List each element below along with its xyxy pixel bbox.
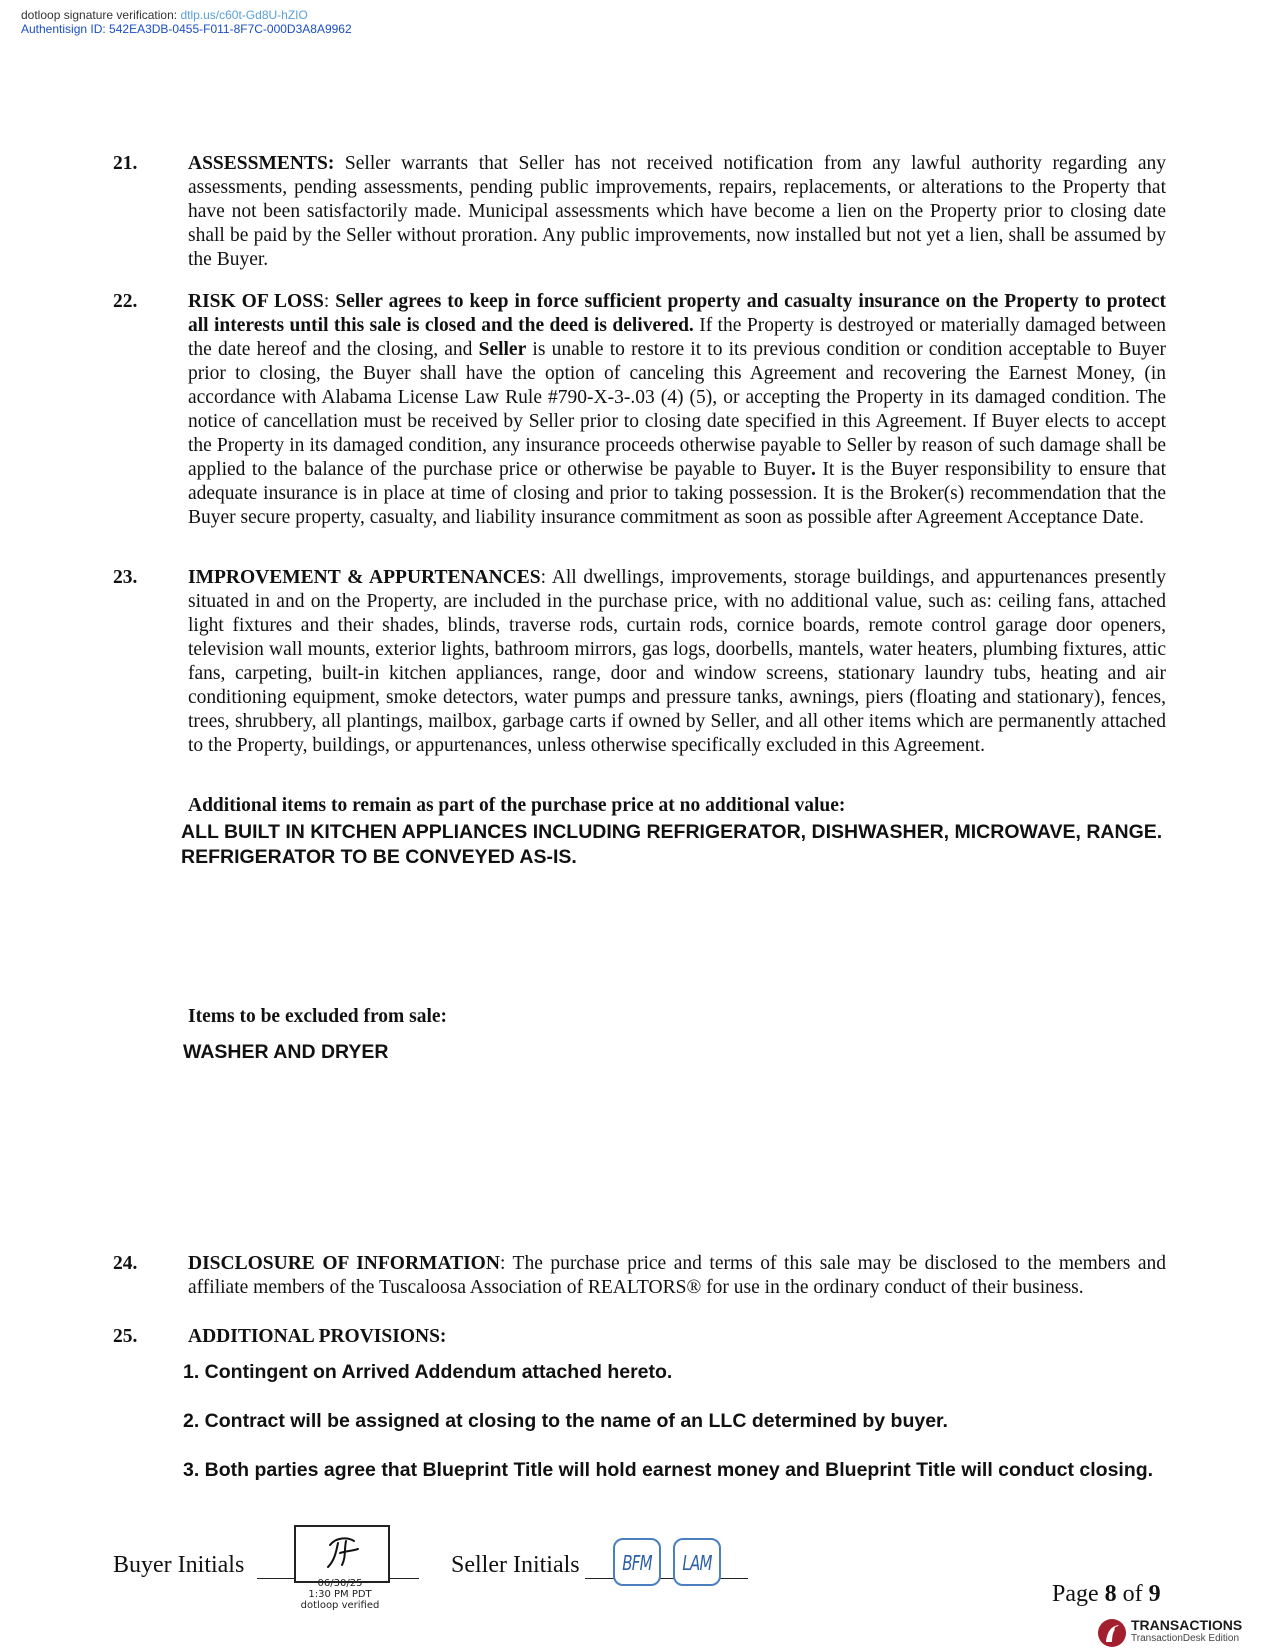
- excluded-items-label: Items to be excluded from sale:: [188, 1006, 448, 1027]
- authentisign-id: Authentisign ID: 542EA3DB-0455-F011-8F7C-000D3A8A9962: [21, 22, 352, 36]
- verification-link[interactable]: dtlp.us/c60t-Gd8U-hZIO: [180, 8, 308, 22]
- signature-scribble-icon: [326, 1535, 360, 1571]
- section-body: [188, 290, 1166, 530]
- section-bold-text: Seller agrees to keep in force sufficient property and casualty insurance on the Property to protect all interests until this sale is closed and the deed is delivered.: [188, 291, 1166, 336]
- signature-verified: dotloop verified: [300, 1600, 380, 1611]
- provision-item: 2. Contract will be assigned at closing to the name of an LLC determined by buyer.: [183, 1410, 948, 1432]
- section-number: 23.: [113, 567, 138, 588]
- excluded-items-text: WASHER AND DRYER: [183, 1041, 389, 1063]
- section-text-a: If the Property is destroyed or materially damaged between the date hereof and the closing, and: [188, 315, 1166, 360]
- signature-date: 06/30/25: [317, 1578, 363, 1589]
- section-text: : All dwellings, improvements, storage buildings, and appurtenances presently situated in and on the Property, are included in the purchase price, with no additional value, such as: ceiling fans, attached light fixtures and their shades, blinds, traverse rods, curtain rods, cornice boards, remote control garage door openers, television wall mounts, exterior lights, bathroom mirrors, gas logs, doorbells, mantels, water heaters, plumbing fixtures, attic fans, carpeting, built-in kitchen appliances, range, door and window screens, stationary laundry tubs, heating and air conditioning equipment, smoke detectors, water pumps and pressure tanks, awnings, piers (floating and stationary), fences, trees, shrubbery, all plantings, mailbox, garbage carts if owned by Seller, and all other items which are permanently attached to the Property, buildings, or appurtenances, unless otherwise specifically excluded in this Agreement.: [188, 567, 1166, 756]
- transactions-logo: [1097, 1617, 1247, 1649]
- additional-items-text: ALL BUILT IN KITCHEN APPLIANCES INCLUDING REFRIGERATOR, DISHWASHER, MICROWAVE, RANGE. REFRIGERATOR TO BE CONVEYED AS-IS.: [181, 821, 1163, 868]
- page-current: 8: [1104, 1581, 1117, 1607]
- section-text: Seller warrants that Seller has not received notification from any lawful authority regarding any assessments, pending assessments, pending public improvements, repairs, replacements, or alterations to the Property that have not been satisfactorily made. Municipal assessments which have become a lien on the Property prior to closing date shall be paid by the Seller without proration. Any public improvements, now installed but not yet a lien, shall be assumed by the Buyer.: [188, 153, 1166, 270]
- section-21: [113, 152, 1166, 272]
- seller-word: Seller: [478, 339, 527, 360]
- transactions-logo-icon: [1097, 1618, 1127, 1648]
- page-of: of: [1116, 1581, 1149, 1607]
- buyer-initials-label: Buyer Initials: [113, 1552, 245, 1578]
- verification-label: dotloop signature verification:: [21, 8, 181, 22]
- page-total: 9: [1148, 1581, 1161, 1607]
- section-title: ASSESSMENTS:: [188, 153, 335, 174]
- seller-initials-line: [585, 1578, 748, 1579]
- additional-items-label: Additional items to remain as part of the purchase price at no additional value:: [188, 795, 846, 816]
- seller-initials-label: Seller Initials: [451, 1552, 580, 1578]
- provision-item: 1. Contingent on Arrived Addendum attached hereto.: [183, 1361, 673, 1383]
- additional-provisions-field: [183, 1360, 1166, 1483]
- section-number: 21.: [113, 153, 138, 174]
- provision-item: 3. Both parties agree that Blueprint Title will hold earnest money and Blueprint Title will conduct closing.: [183, 1459, 1154, 1481]
- buyer-signature-meta: [294, 1578, 386, 1611]
- section-body: [188, 1325, 1166, 1349]
- section-body: [188, 1252, 1166, 1300]
- section-number: 22.: [113, 291, 138, 312]
- section-colon: :: [323, 291, 336, 312]
- page-prefix: Page: [1052, 1581, 1105, 1607]
- buyer-initials-signature[interactable]: [294, 1525, 390, 1583]
- logo-edition: TransactionDesk Edition: [1131, 1633, 1240, 1644]
- seller-initials-text: LAM: [682, 1551, 712, 1575]
- verification-header: [21, 8, 308, 22]
- section-23: [113, 566, 1166, 758]
- section-number: 24.: [113, 1253, 138, 1274]
- seller-initials-badge[interactable]: [613, 1538, 661, 1586]
- section-text: : The purchase price and terms of this sale may be disclosed to the members and affiliate members of the Tuscaloosa Association of REALTORS® for use in the ordinary conduct of their business.: [188, 1253, 1166, 1298]
- section-text-c: It is the Buyer responsibility to ensure that adequate insurance is in place at time of closing and prior to taking possession. It is the Broker(s) recommendation that the Buyer secure property, casualty, and liability insurance commitment as soon as possible after Agreement Acceptance Date.: [188, 459, 1166, 528]
- signature-time: 1:30 PM PDT: [308, 1589, 372, 1600]
- section-body: [188, 152, 1166, 272]
- section-title: RISK OF LOSS: [188, 291, 324, 312]
- seller-initials-text: BFM: [622, 1551, 652, 1575]
- page-number: [1052, 1580, 1161, 1608]
- section-title: DISCLOSURE OF INFORMATION: [188, 1253, 500, 1274]
- section-number: 25.: [113, 1326, 138, 1347]
- section-title: IMPROVEMENT & APPURTENANCES: [188, 567, 541, 588]
- section-period: .: [811, 459, 816, 480]
- logo-name: TRANSACTIONS: [1131, 1617, 1243, 1633]
- section-body: [188, 566, 1166, 758]
- seller-initials-badge[interactable]: [673, 1538, 721, 1586]
- additional-items-field: [181, 820, 1166, 870]
- section-text-b: is unable to restore it to its previous condition or condition acceptable to Buyer prior to closing, the Buyer shall have the option of canceling this Agreement and recovering the Earnest Money, (in accordance with Alabama License Law Rule #790-X-3-.03 (4) (5), or accepting the Property in its damaged condition. The notice of cancellation must be received by Seller prior to closing date specified in this Agreement. If Buyer elects to accept the Property in its damaged condition, any insurance proceeds otherwise payable to Seller by reason of such damage shall be applied to the balance of the purchase price or otherwise be payable to Buyer: [188, 339, 1166, 480]
- section-24: [113, 1252, 1166, 1300]
- section-25: [113, 1325, 1166, 1349]
- section-title: ADDITIONAL PROVISIONS:: [188, 1326, 447, 1347]
- section-22: [113, 290, 1166, 530]
